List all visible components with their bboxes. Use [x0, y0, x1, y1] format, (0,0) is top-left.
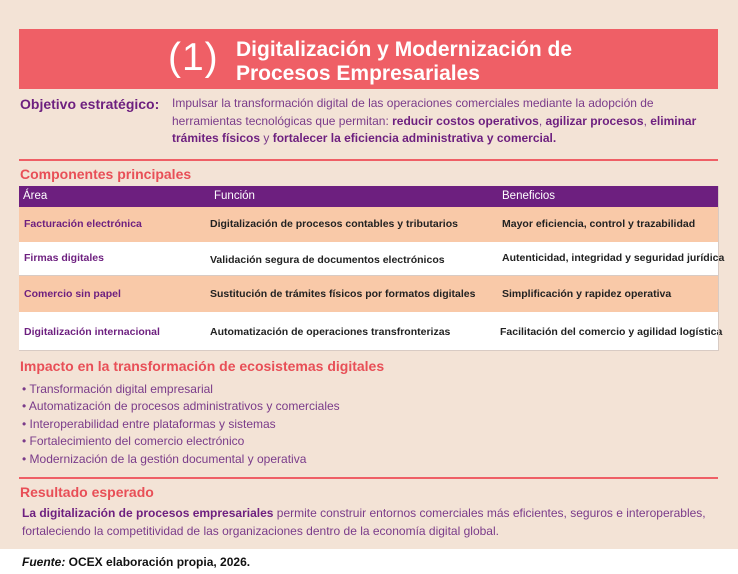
- objective-sep-2: ,: [643, 113, 651, 128]
- objective-goal-4: fortalecer la eficiencia administrativa y comercial.: [272, 131, 557, 145]
- row-4-function: Automatización de operaciones transfronterizas: [210, 326, 451, 338]
- section-number: (1): [168, 36, 219, 79]
- objective-text: [172, 95, 712, 148]
- components-heading: Componentes principales: [20, 166, 192, 182]
- list-item: • Fortalecimiento del comercio electrónico: [22, 434, 245, 449]
- title-line-2: Procesos Empresariales: [236, 62, 480, 85]
- row-3-area: Comercio sin papel: [24, 288, 121, 300]
- result-bold: La digitalización de procesos empresariales: [22, 506, 274, 520]
- title-line-1: Digitalización y Modernización de: [236, 38, 573, 61]
- page-title: [236, 38, 656, 86]
- col-header-area: Área: [23, 190, 48, 202]
- impact-list: [22, 381, 340, 468]
- objective-goal-2: agilizar procesos: [545, 113, 644, 128]
- col-header-function: Función: [214, 190, 255, 202]
- objective-intro: Impulsar la transformación digital de las operaciones comerciales mediante la adopción de herramientas tecnológicas que permitan:: [172, 96, 654, 128]
- divider: [19, 159, 718, 161]
- list-item: • Modernización de la gestión documental y operativa: [22, 451, 307, 466]
- objective-sep-1: ,: [538, 113, 546, 128]
- row-2-benefit: Autenticidad, integridad y seguridad jurídica: [502, 252, 725, 264]
- table-header: [19, 186, 718, 207]
- source-label: Fuente:: [22, 555, 66, 569]
- row-2-area: Firmas digitales: [24, 252, 104, 264]
- row-4-area: Digitalización internacional: [24, 326, 160, 338]
- row-1-benefit: Mayor eficiencia, control y trazabilidad: [502, 218, 696, 230]
- list-item: • Automatización de procesos administrativos y comerciales: [22, 399, 340, 414]
- source-text: OCEX elaboración propia, 2026.: [65, 555, 251, 569]
- impact-heading: Impacto en la transformación de ecosistemas digitales: [20, 358, 385, 374]
- objective-goal-1: reducir costos operativos: [392, 113, 539, 128]
- row-1-area: Facturación electrónica: [24, 218, 142, 230]
- source-note: [22, 555, 250, 569]
- result-text: [22, 505, 712, 540]
- objective-goal-3: eliminar trámites físicos: [172, 113, 697, 145]
- row-2-function: Validación segura de documentos electrónicos: [210, 254, 445, 266]
- result-heading: Resultado esperado: [20, 484, 154, 500]
- col-header-benefits: Beneficios: [502, 190, 556, 202]
- list-item: • Interoperabilidad entre plataformas y sistemas: [22, 416, 276, 431]
- objective-sep-3: y: [260, 131, 273, 145]
- row-1-function: Digitalización de procesos contables y tributarios: [210, 218, 458, 230]
- row-4-benefit: Facilitación del comercio y agilidad logística: [500, 326, 723, 338]
- divider: [19, 477, 718, 479]
- row-3-benefit: Simplificación y rapidez operativa: [502, 288, 672, 300]
- row-3-function: Sustitución de trámites físicos por formatos digitales: [210, 288, 476, 300]
- objective-label: Objetivo estratégico:: [20, 96, 160, 112]
- list-item: • Transformación digital empresarial: [22, 382, 213, 396]
- result-body: permite construir entornos comerciales más eficientes, seguros e interoperables, fortaleciendo la competitividad de las organizaciones dentro de la economía digital global.: [22, 506, 706, 538]
